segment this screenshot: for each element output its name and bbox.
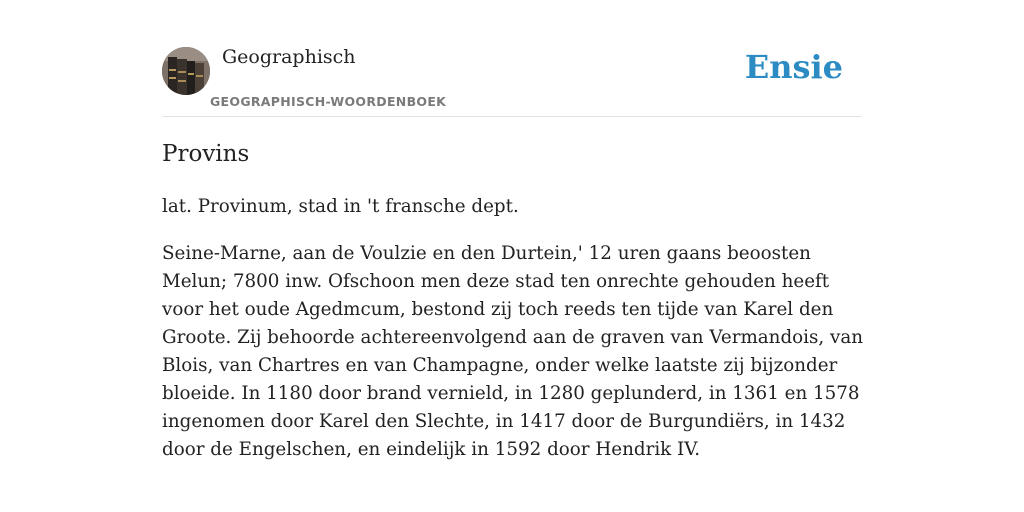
source-avatar[interactable] bbox=[162, 47, 210, 95]
ensie-logo[interactable]: Ensie bbox=[744, 48, 843, 86]
source-identifier[interactable]: GEOGRAPHISCH-WOORDENBOEK bbox=[210, 94, 447, 109]
entry-content bbox=[162, 138, 867, 464]
book-spines-icon bbox=[162, 47, 210, 95]
source-header bbox=[162, 44, 862, 117]
entry-paragraph-1: lat. Provinum, stad in 't fransche dept. bbox=[162, 196, 519, 217]
source-title[interactable]: Geographisch bbox=[222, 46, 356, 68]
entry-paragraph-2: Seine-Marne, aan de Voulzie en den Durtein,' 12 uren gaans beoosten Melun; 7800 inw. Ofschoon men deze stad ten onrechte gehouden heeft voor het oude Agedmcum, bestond zij toch reeds ten tijde van Karel den Groote. Zij behoorde achtereenvolgend aan de graven van Vermandois, van Blois, van Chartres en van Champagne, onder welke laatste zij bijzonder bloeide. In 1180 door brand vernield, in 1280 geplunderd, in 1361 en 1578 ingenomen door Karel den Slechte, in 1417 door de Burgundiërs, in 1432 door de Engelschen, en eindelijk in 1592 door Hendrik IV. bbox=[162, 243, 864, 460]
entry-title: Provins bbox=[162, 141, 250, 167]
